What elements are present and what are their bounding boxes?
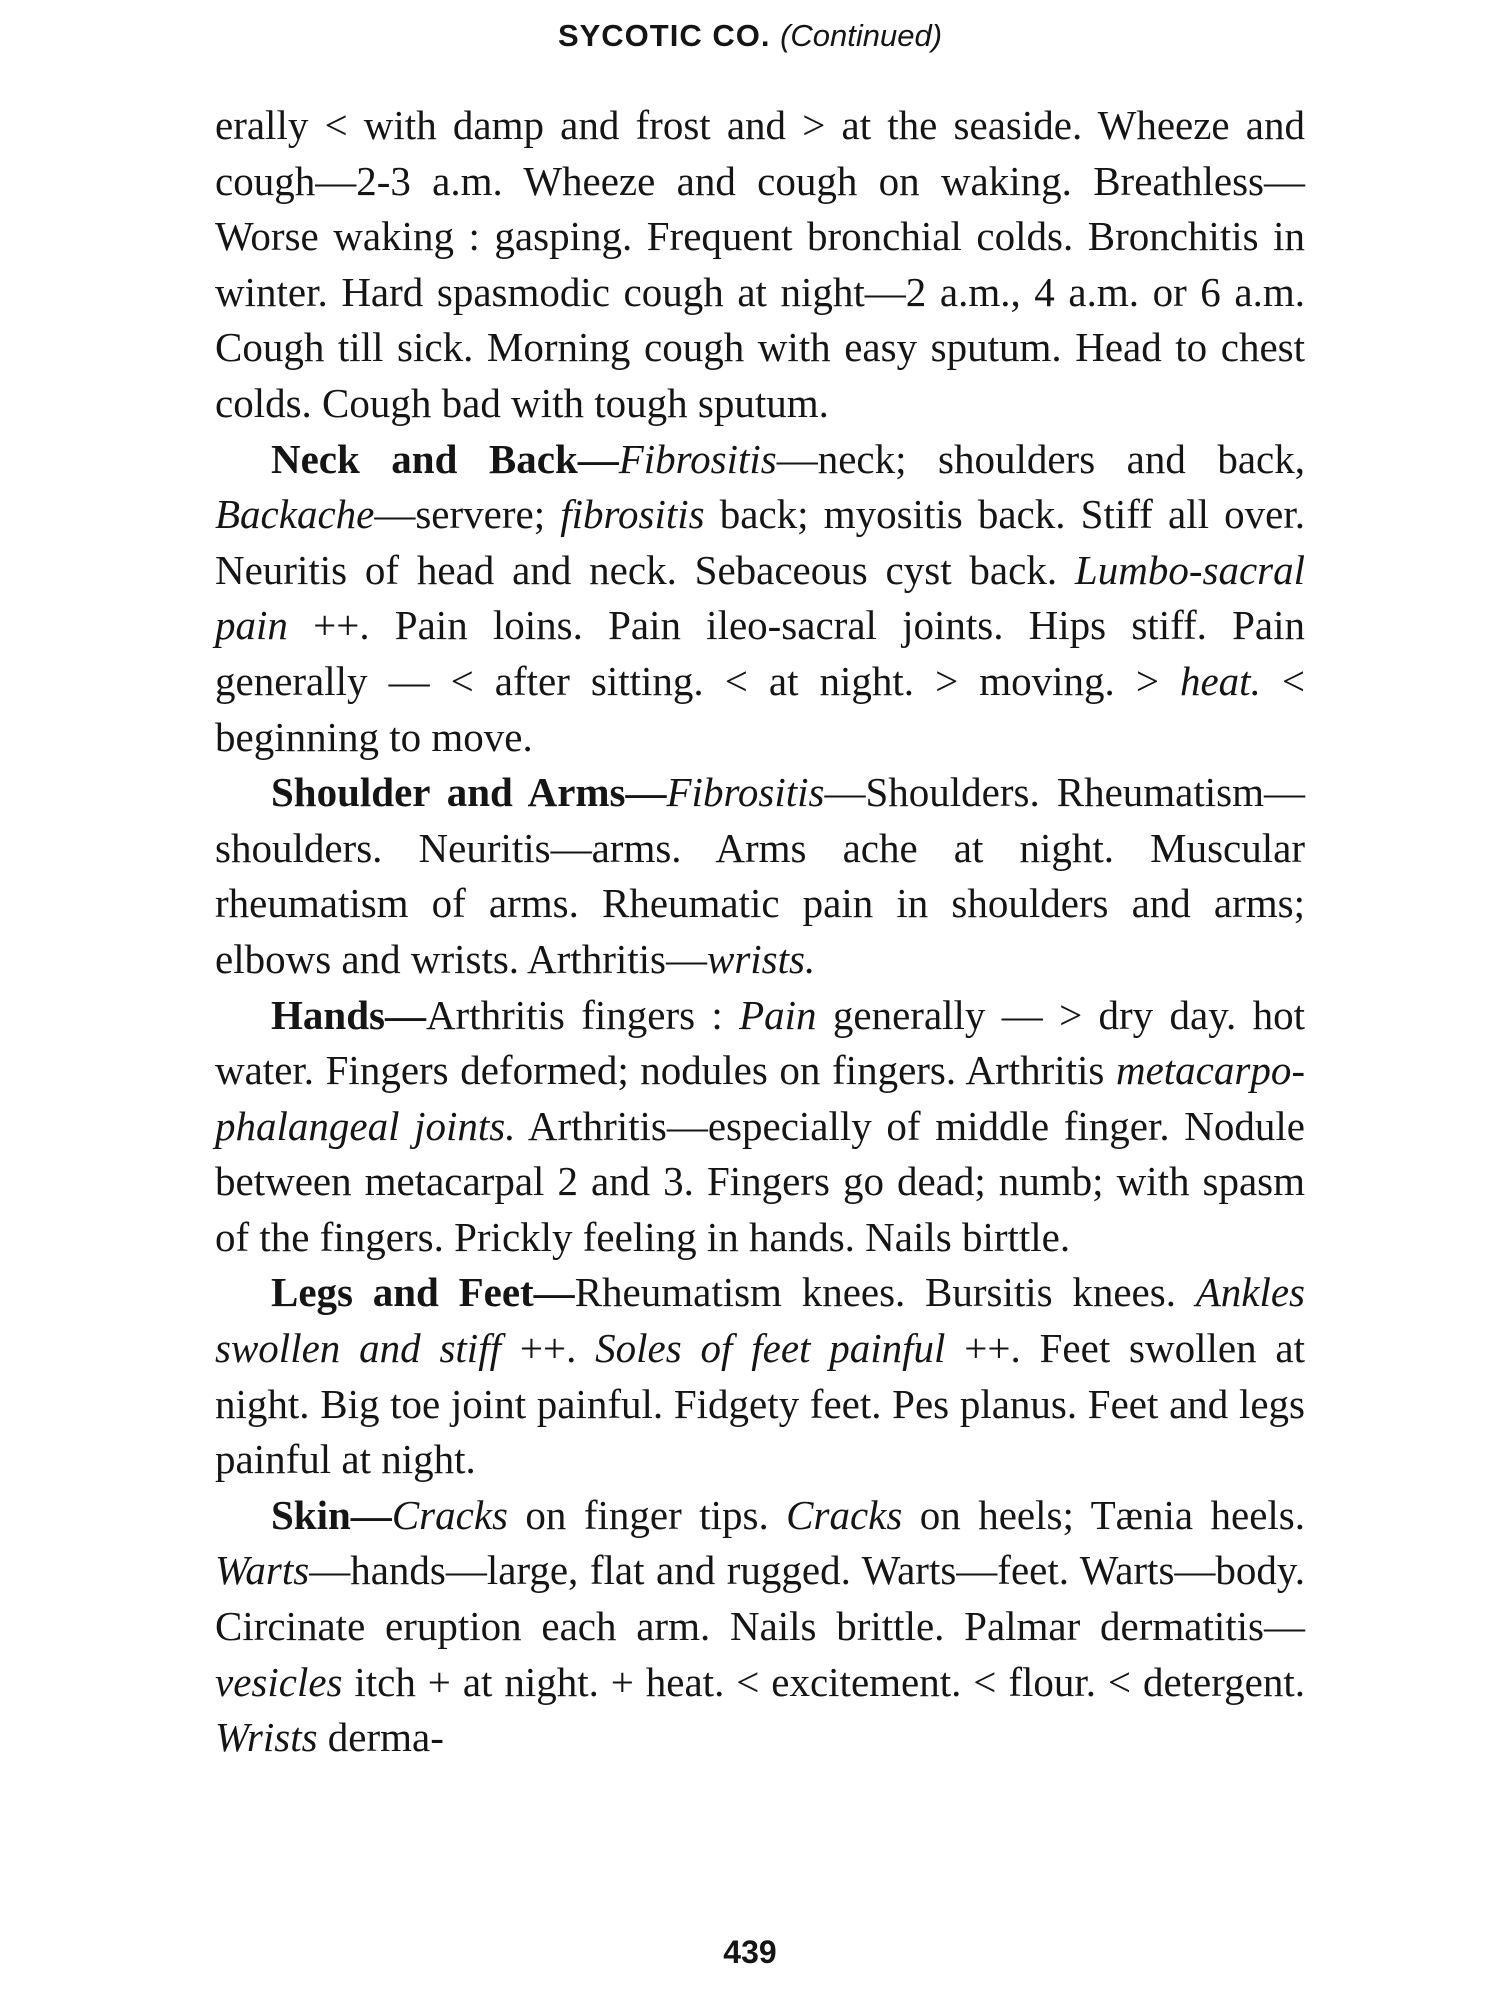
italic-term: Backache (215, 491, 375, 538)
paragraph-text: Arthritis fingers : (425, 991, 740, 1038)
paragraph-text: Arthritis—especially of middle finger. Nodule between metacarpal 2 and 3. Fingers go dead; numb; with spasm of the fingers. Prickly feeling in hands. Nails birttle. (215, 1102, 1305, 1260)
italic-term: metacarpo-phalangeal joints. (215, 1047, 1305, 1149)
italic-term: Fibrositis (666, 769, 825, 816)
section-shoulder-and-arms (215, 765, 1305, 987)
section-hands (215, 988, 1305, 1266)
italic-term: vesicles (215, 1658, 343, 1705)
italic-term: heat. (1179, 657, 1261, 704)
italic-term: Wrists (215, 1714, 318, 1761)
section-legs-and-feet (215, 1265, 1305, 1487)
paragraph-text: < beginning to move. (215, 657, 1305, 760)
paragraph-text: —neck; shoulders and back, (776, 435, 1305, 482)
paragraph-text: itch + at night. + heat. < excitement. < flour. < detergent. (342, 1658, 1305, 1705)
paragraph-text: Rheumatism knees. Bursitis knees. (574, 1269, 1196, 1316)
paragraph-text: ++. Feet swollen at night. Big toe joint painful. Fidgety feet. Pes planus. Feet and legs painful at night. (215, 1325, 1306, 1483)
page-number: 439 (723, 1934, 777, 1970)
section-heading: Hands— (271, 991, 426, 1038)
section-heading: Shoulder and Arms— (271, 769, 667, 816)
italic-term: wrists. (706, 935, 816, 982)
section-heading: Skin— (271, 1491, 392, 1538)
italic-term: Pain (739, 991, 817, 1038)
italic-term: Cracks (786, 1491, 903, 1538)
italic-term: Lumbo-sacral pain (215, 546, 1305, 649)
paragraph-text: on finger tips. (507, 1491, 787, 1538)
paragraph-text: on heels; Tænia heels. (902, 1491, 1305, 1538)
italic-term: Fibrositis (618, 435, 777, 482)
italic-term: Cracks (391, 1491, 508, 1538)
italic-term: Soles of feet painful (595, 1325, 946, 1372)
paragraph-text: ++. Pain loins. Pain ileo-sacral joints. Hips stiff. Pain generally — < after sitting. < at night. > moving. > (215, 602, 1305, 704)
section-heading: Neck and Back— (271, 435, 619, 482)
running-head-continued: (Continued) (780, 18, 943, 53)
running-head-title: SYCOTIC CO. (557, 18, 771, 53)
paragraph-text: —servere; (374, 491, 561, 538)
paragraph-text: derma- (317, 1714, 444, 1761)
section-skin (215, 1488, 1305, 1766)
running-head (0, 18, 1500, 54)
paragraph-text: generally — > dry day. hot water. Fingers deformed; nodules on fingers. Arthritis (215, 991, 1306, 1094)
section-neck-and-back (215, 432, 1305, 766)
paragraph-text: —hands—large, flat and rugged. Warts—feet. Warts—body. Circinate eruption each arm. Nails brittle. Palmar dermatitis— (215, 1547, 1305, 1650)
italic-term: Ankles swollen and stiff (215, 1269, 1305, 1372)
paragraph-text: ++. (500, 1325, 596, 1372)
italic-term: Warts (215, 1547, 310, 1594)
italic-term: fibrositis (560, 491, 705, 538)
section-heading: Legs and Feet— (271, 1269, 575, 1316)
paragraph-respiratory-continued (215, 98, 1305, 432)
body-text (215, 98, 1305, 1766)
paragraph-text: back; myositis back. Stiff all over. Neuritis of head and neck. Sebaceous cyst back. (215, 491, 1305, 593)
paragraph-text: —Shoulders. Rheumatism—shoulders. Neuritis—arms. Arms ache at night. Muscular rheumatism of arms. Rheumatic pain in shoulders and arms; elbows and wrists. Arthritis— (215, 769, 1305, 982)
paragraph-text: erally < with damp and frost and > at the seaside. Wheeze and cough—2-3 a.m. Wheeze and cough on waking. Breathless—Worse waking : gasping. Frequent bronchial colds. Bronchitis in winter. Hard spasmodic cough at night—2 a.m., 4 a.m. or 6 a.m. Cough till sick. Morning cough with easy sputum. Head to chest colds. Cough bad with tough sputum. (215, 102, 1305, 426)
